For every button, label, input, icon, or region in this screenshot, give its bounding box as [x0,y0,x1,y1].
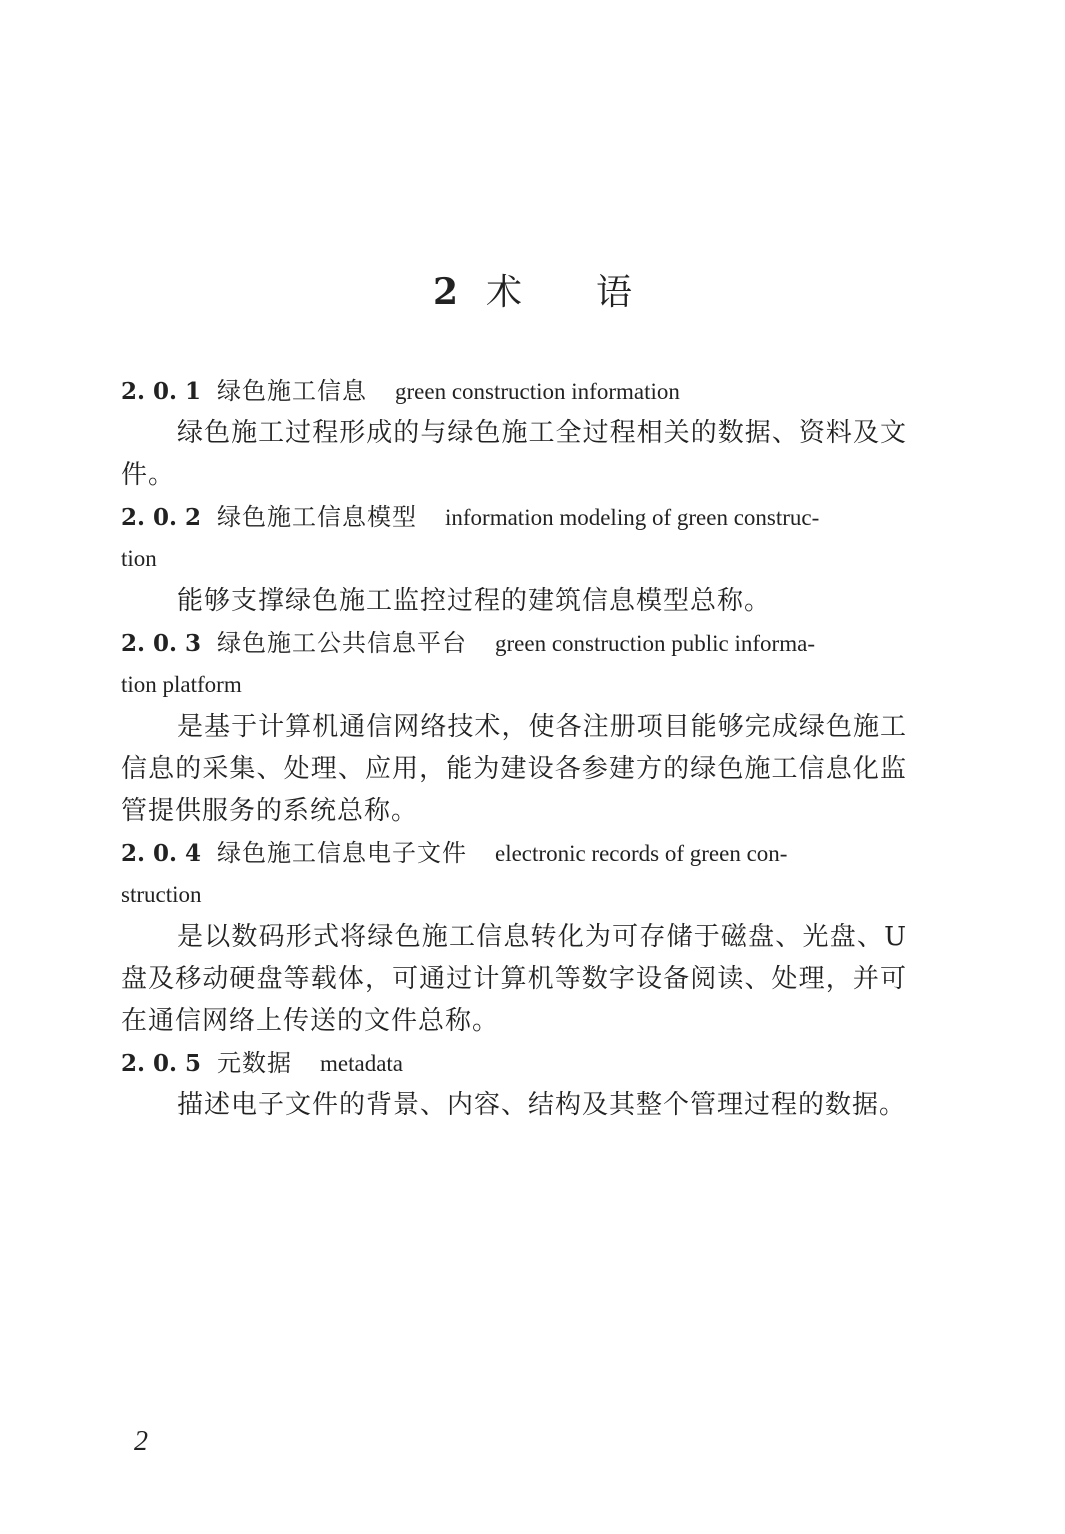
term-heading [121,832,907,874]
term-english-name: electronic records of green con- [495,841,788,866]
term-entry [121,1042,907,1126]
term-definition: 是基于计算机通信网络技术，使各注册项目能够完成绿色施工信息的采集、处理、应用，能为建设各参建方的绿色施工信息化监管提供服务的系统总称。 [121,712,907,826]
term-number: 2. 0. 3 [121,630,202,657]
term-chinese-name: 绿色施工信息 [217,377,367,405]
term-chinese-name: 绿色施工公共信息平台 [217,629,467,657]
term-definition: 是以数码形式将绿色施工信息转化为可存储于磁盘、光盘、U 盘及移动硬盘等载体，可通过计算机等数字设备阅读、处理，并可在通信网络上传送的文件总称。 [121,922,907,1036]
term-entry [121,832,907,1042]
chapter-title-char-2: 语 [596,272,633,313]
term-heading [121,370,907,412]
term-chinese-name: 元数据 [217,1049,292,1077]
term-entry [121,622,907,832]
term-english-name-continuation: tion [121,546,157,571]
term-english-name: green construction public informa- [495,631,815,656]
term-number: 2. 0. 4 [121,840,202,867]
term-english-name: metadata [320,1051,404,1076]
term-heading [121,496,907,538]
term-english-name: green construction information [395,379,680,404]
term-chinese-name: 绿色施工信息电子文件 [217,839,467,867]
term-number: 2. 0. 5 [121,1050,202,1077]
chapter-title [0,268,1065,317]
chapter-number: 2 [432,271,459,313]
terms-section [121,370,907,1126]
term-definition: 描述电子文件的背景、内容、结构及其整个管理过程的数据。 [177,1090,907,1120]
term-number: 2. 0. 1 [121,378,202,405]
term-english-name: information modeling of green construc- [445,505,820,530]
term-heading [121,1042,907,1084]
term-number: 2. 0. 2 [121,504,202,531]
chapter-title-char-1: 术 [486,272,523,313]
term-chinese-name: 绿色施工信息模型 [217,503,417,531]
term-entry [121,496,907,622]
term-definition: 能够支撑绿色施工监控过程的建筑信息模型总称。 [177,586,772,616]
term-english-name-continuation: tion platform [121,672,242,697]
term-entry [121,370,907,496]
page-number: 2 [134,1426,148,1457]
term-english-name-continuation: struction [121,882,202,907]
term-definition: 绿色施工过程形成的与绿色施工全过程相关的数据、资料及文件。 [121,418,907,490]
term-heading [121,622,907,664]
